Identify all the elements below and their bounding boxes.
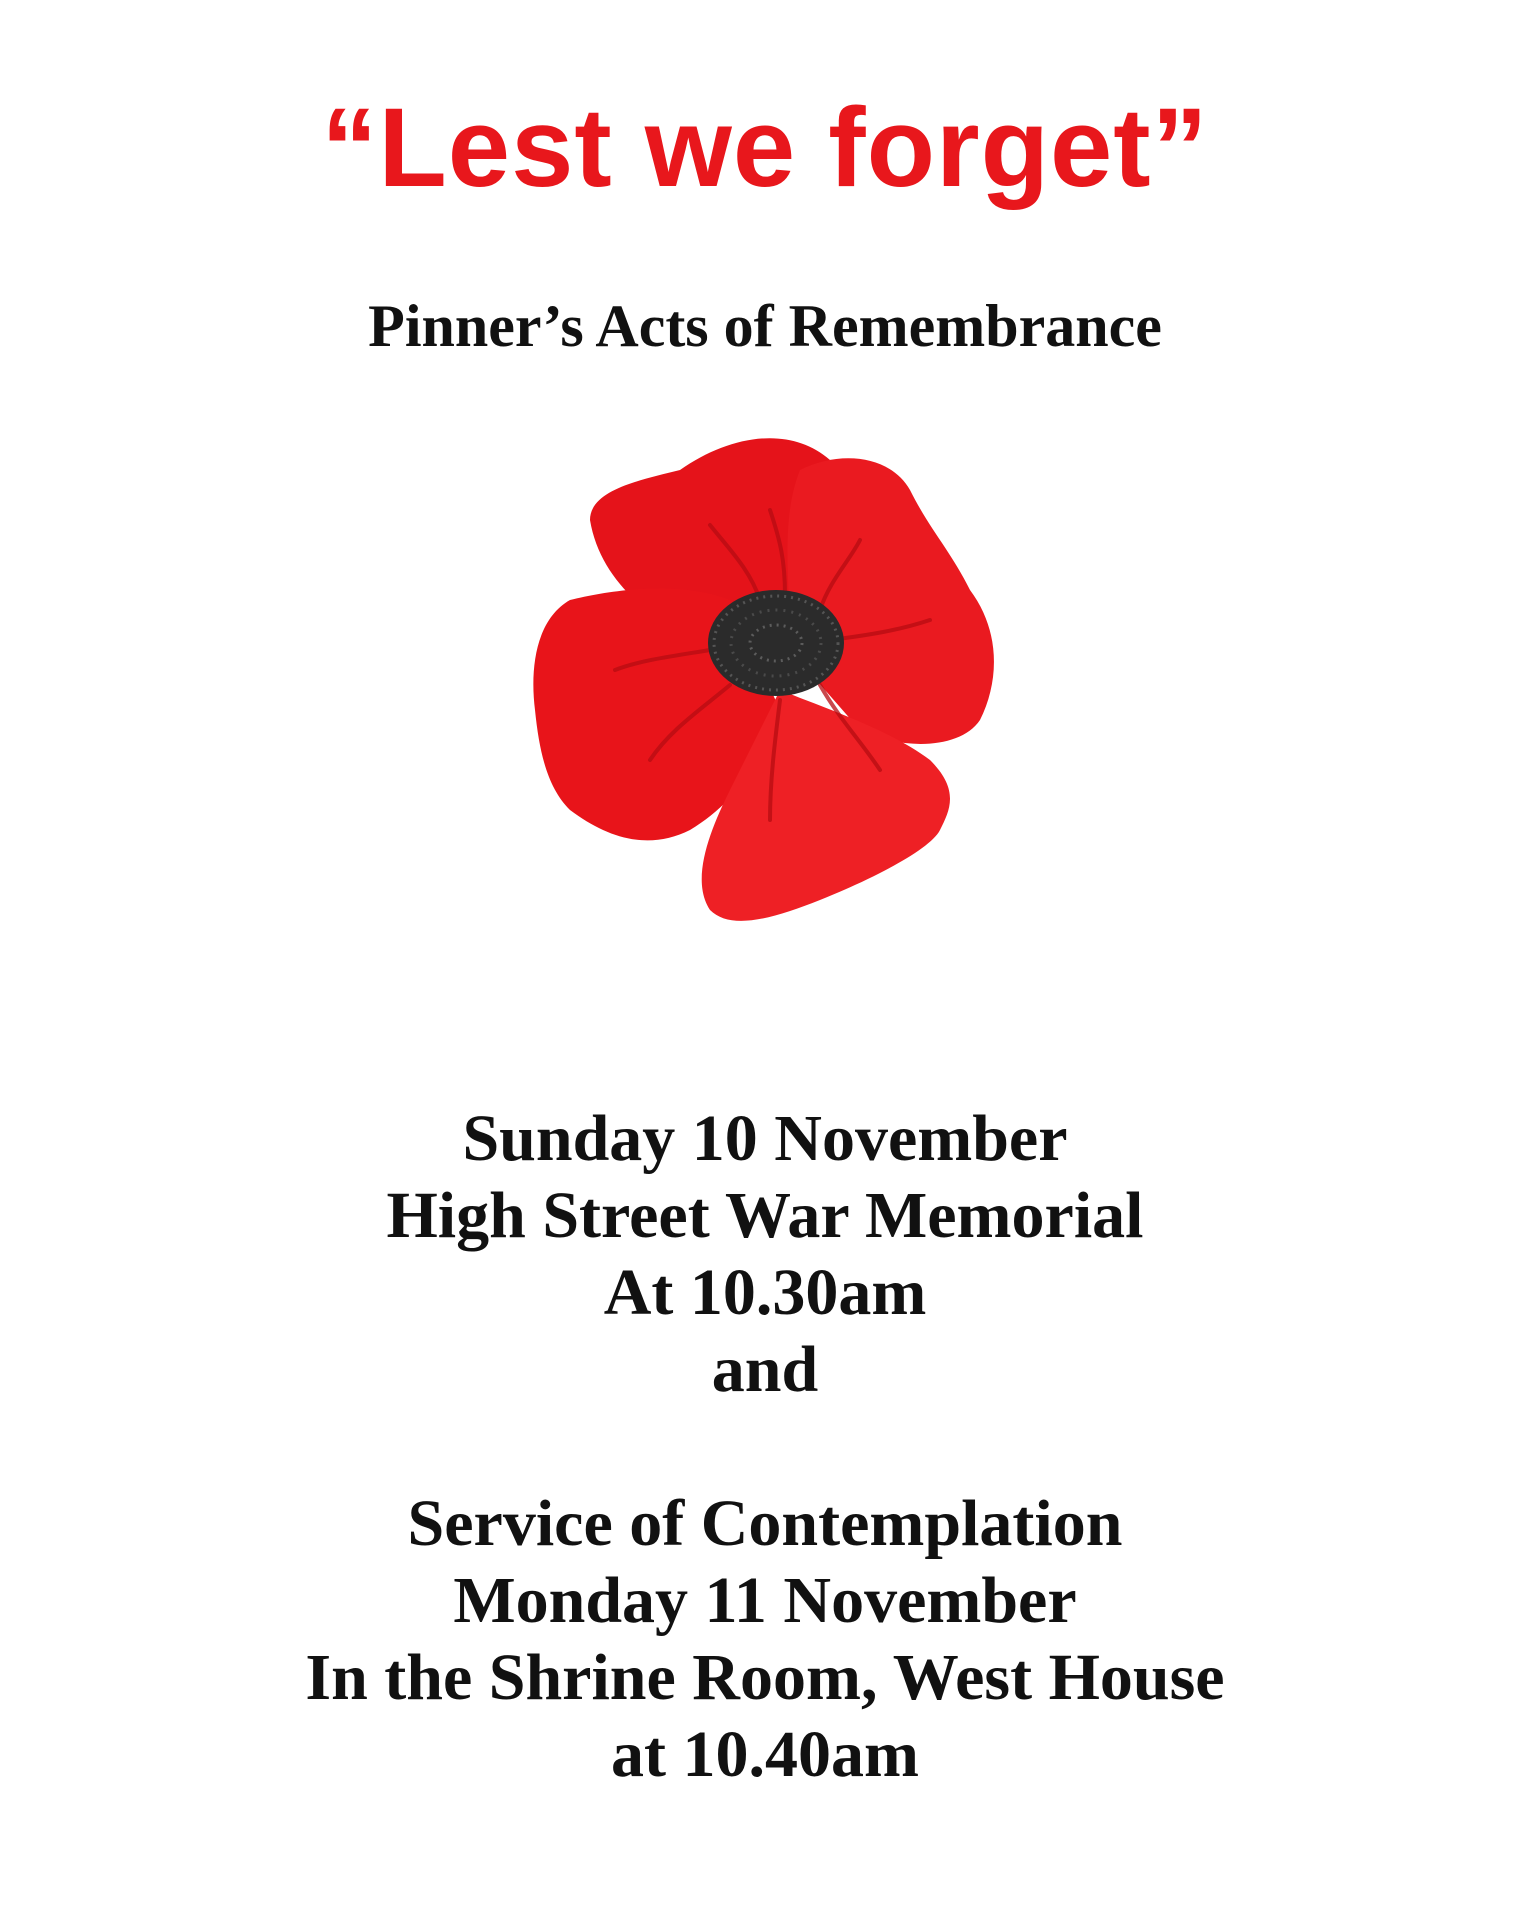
- headline: “Lest we forget”: [321, 85, 1209, 210]
- spacer: [0, 1408, 1530, 1485]
- connector-and: and: [711, 1333, 819, 1406]
- event-details: [0, 1100, 1530, 1793]
- event2-title: Service of Contemplation: [407, 1487, 1123, 1560]
- event1-time: At 10.30am: [603, 1256, 927, 1329]
- poppy-center: [708, 590, 844, 696]
- event2-date: Monday 11 November: [453, 1564, 1077, 1637]
- event2-time: at 10.40am: [611, 1718, 919, 1791]
- poppy-petal-right: [788, 458, 994, 744]
- poppy-icon: [530, 430, 1020, 950]
- event1-date: Sunday 10 November: [462, 1102, 1068, 1175]
- event2-place: In the Shrine Room, West House: [305, 1641, 1225, 1714]
- event1-place: High Street War Memorial: [386, 1179, 1144, 1252]
- subtitle: Pinner’s Acts of Remembrance: [368, 293, 1162, 359]
